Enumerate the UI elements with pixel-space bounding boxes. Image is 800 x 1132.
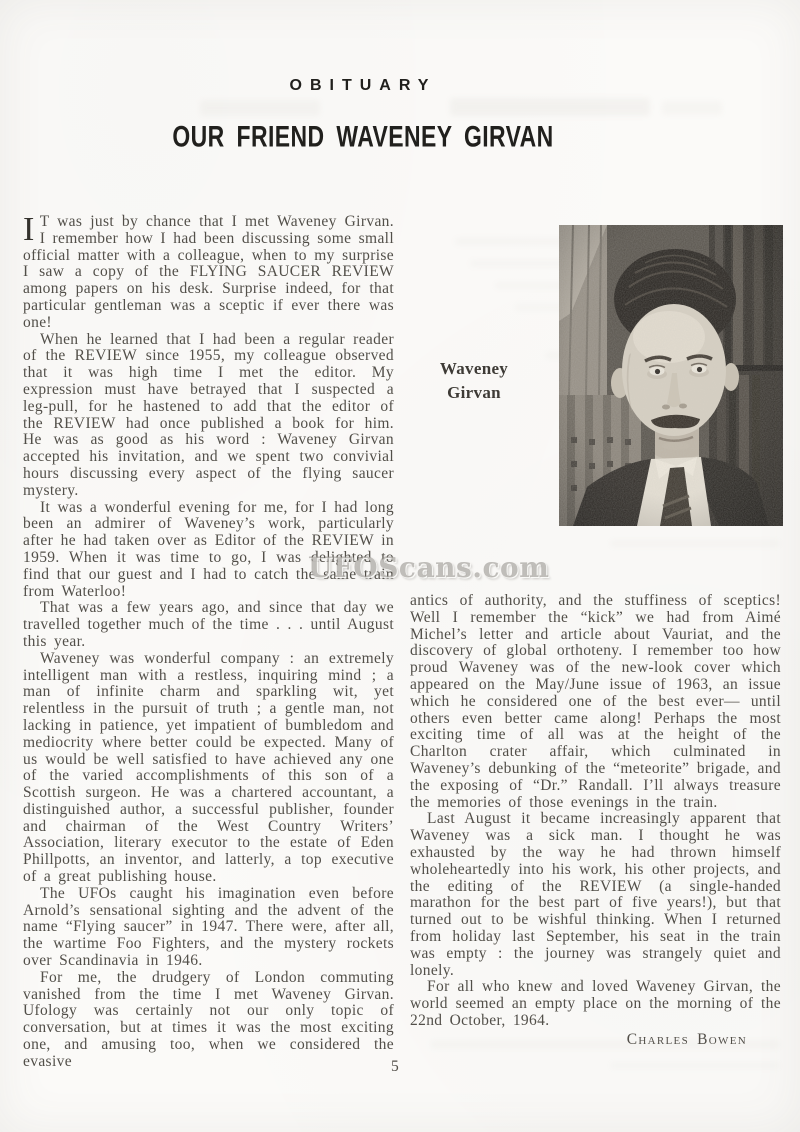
paragraph: For all who knew and loved Waveney Girvan, the world seemed an empty place on the morning of the 22nd October, 1964. — [410, 978, 781, 1029]
paragraph: Last August it became increasingly apparent that Waveney was a sick man. I thought he was exhausted by the way he had thrown himself wholeheartedly into his work, his other projects, and the editing of the REVIEW (a single-handed marathon for the best part of five years!), but that turned out to be wishful thinking. When I returned from holiday last September, his seat in the train was empty : the journey was strangely quiet and lonely. — [410, 810, 781, 979]
paragraph: When he learned that I had been a regular reader of the REVIEW since 1955, my colleague observed that it was high time I met the editor. My expression must have betrayed that I suspected a leg-pull, for he hastened to add that the editor of the REVIEW had once published a book for him. He was as good as his word : Waveney Girvan accepted his invitation, and we spent two convivial hours discussing every aspect of the flying saucer mystery. — [23, 330, 394, 499]
article-column-left — [23, 211, 394, 1071]
paragraph: antics of authority, and the stuffiness of sceptics! Well I remember the “kick” we had from Aimé Michel’s letter and article about Vauriat, and the discovery of global orthoteny. I remember too how proud Waveney was of the new-look cover which appeared on the May/June issue of 1963, an issue which he considered one of the best ever— until others even better came along! Perhaps the most exciting time of all was at the height of the Charlton crater affair, which culminated in Waveney’s debunking of the “meteorite” brigade, and the exposing of “Dr.” Randall. I’ll always treasure the memories of those evenings in the train. — [410, 592, 781, 811]
page-number: 5 — [391, 1058, 399, 1075]
portrait-photo-illustration — [559, 225, 783, 526]
author-signature: Charles Bowen — [626, 1030, 747, 1048]
photo-caption-line2: Girvan — [447, 383, 501, 402]
lead-paragraph-text: T was just by chance that I met Waveney Girvan. I remember how I had been discussing some small official matter with a colleague, when to my surprise I saw a copy of the FLYING SAUCER REVIEW among papers on his desk. Surprise indeed, for that particular gentleman was a sceptic if ever there was one! — [23, 213, 394, 331]
watermark: UFOScans.com — [308, 551, 550, 584]
section-heading: OBITUARY — [289, 77, 437, 94]
paragraph: That was a few years ago, and since that day we travelled together much of the time . . . until August this year. — [23, 599, 394, 650]
photo-caption-line1: Waveney — [439, 359, 509, 378]
right-paragraphs — [410, 593, 781, 1030]
left-paragraphs — [23, 332, 394, 1071]
photo-caption — [420, 357, 528, 405]
page-title: OUR FRIEND WAVENEY GIRVAN — [172, 120, 554, 153]
drop-cap: I — [23, 211, 35, 248]
paragraph: It was a wonderful evening for me, for I had long been an admirer of Waveney’s work, particularly after he had taken over as Editor of the REVIEW in 1959. When it was time to go, I was delighted to find that our guest and I had to catch the same train from Waterloo! — [23, 498, 394, 600]
paragraph: Waveney was wonderful company : an extremely intelligent man with a restless, inquiring mind ; a man of infinite charm and sparkling wit, yet relentless in the pursuit of truth ; a gentle man, not lacking in patience, yet impatient of bumbledom and mediocrity where better could be expected. Many of us would be well satisfied to have achieved any one of the varied accomplishments of this son of a Scottish surgeon. He was a chartered accountant, a distinguished author, a successful publisher, founder and chairman of the West Country Writers’ Association, literary executor to the estate of Eden Phillpotts, an inventor, and latterly, a top executive of a great publishing house. — [23, 649, 394, 886]
article-column-right — [410, 593, 781, 1049]
lead-paragraph — [23, 211, 394, 332]
paragraph: The UFOs caught his imagination even before Arnold’s sensational sighting and the advent of the name “Flying saucer” in 1947. There were, after all, the wartime Foo Fighters, and the mystery rockets over Scandinavia in 1946. — [23, 884, 394, 970]
portrait-photo — [559, 225, 783, 526]
paragraph: For me, the drudgery of London commuting vanished from the time I met Waveney Girvan. Ufology was certainly not our only topic of conversation, but at times it was the most exciting one, and amusing too, when we considered the evasive — [23, 968, 394, 1070]
